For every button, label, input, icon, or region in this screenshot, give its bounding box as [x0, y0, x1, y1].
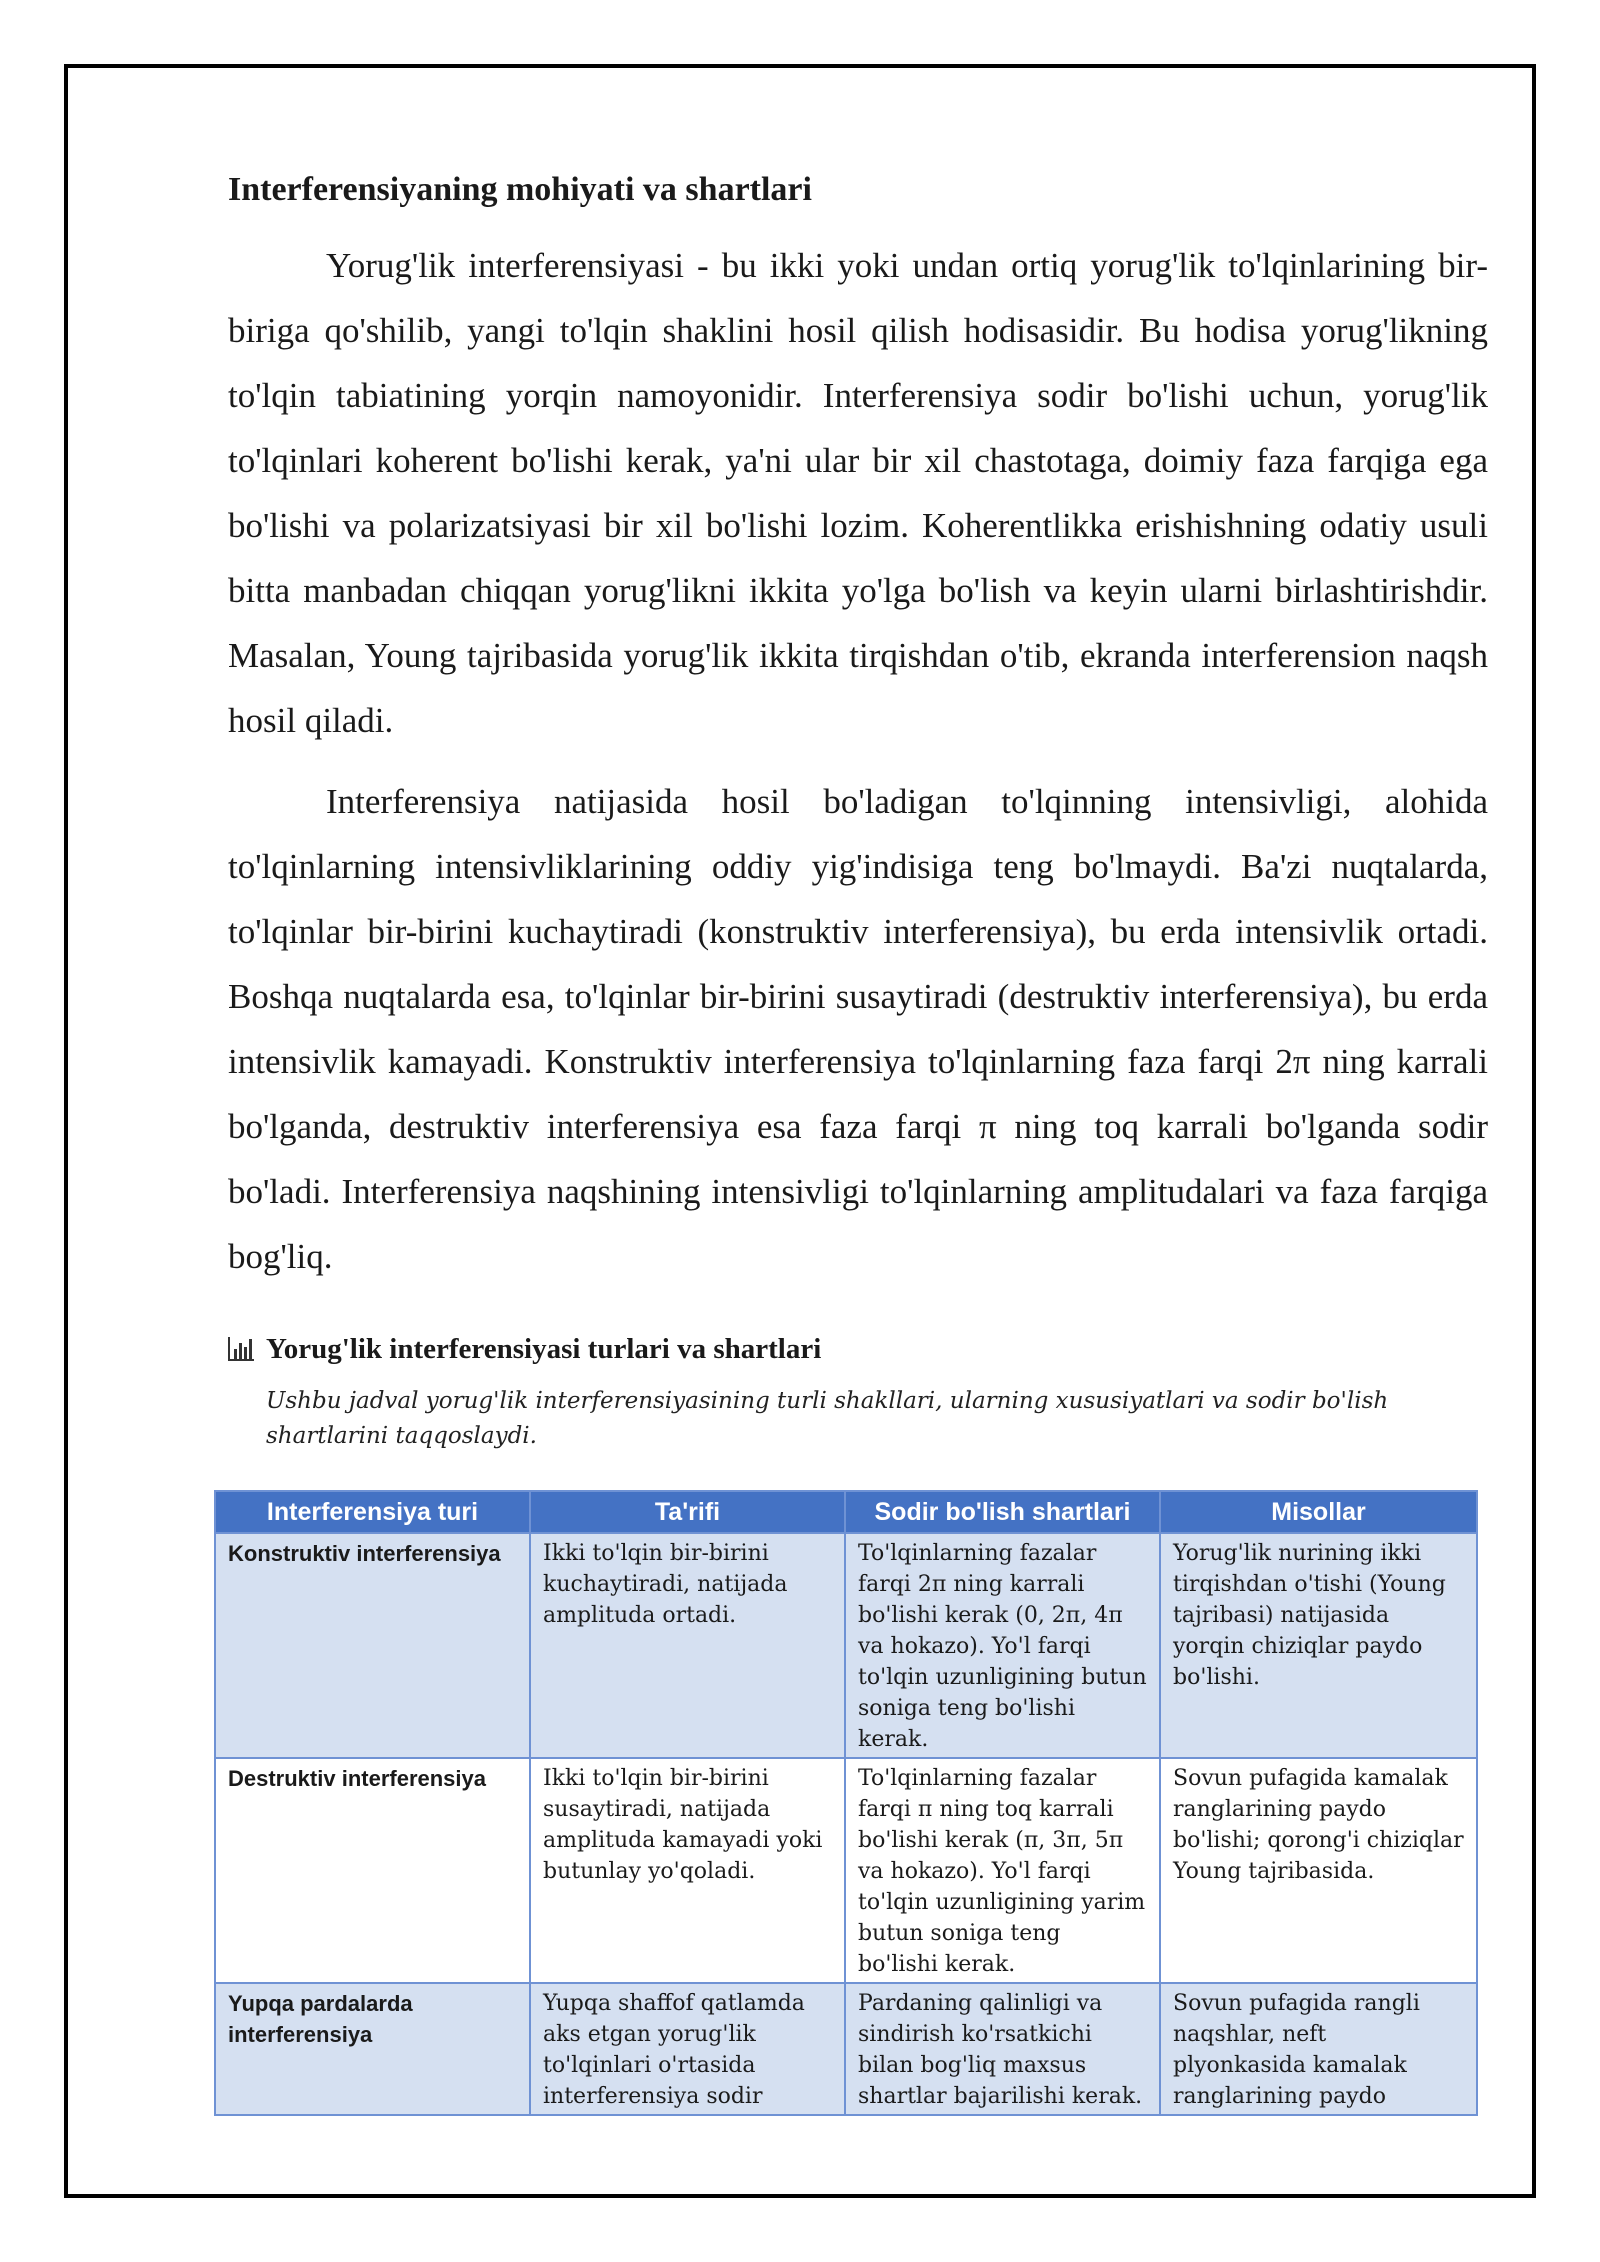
column-header: Ta'rifi [530, 1491, 845, 1533]
column-header: Misollar [1160, 1491, 1477, 1533]
column-header: Interferensiya turi [215, 1491, 530, 1533]
table-title [228, 1333, 1488, 1366]
section-heading: Interferensiyaning mohiyati va shartlari [228, 171, 812, 208]
table-cell: Konstruktiv interferensiya [215, 1533, 530, 1758]
table-cell: Sovun pufagida kamalak ranglarining paydo bo'lishi; qorong'i chiziqlar Young tajribasida. [1160, 1758, 1477, 1983]
table-cell: To'lqinlarning fazalar farqi π ning toq karrali bo'lishi kerak (π, 3π, 5π va hokazo). Yo'l farqi to'lqin uzunligining yarim butun soniga teng bo'lishi kerak. [845, 1758, 1160, 1983]
table-title-text: Yorug'lik interferensiyasi turlari va shartlari [266, 1332, 822, 1365]
table-cell: Sovun pufagida rangli naqshlar, neft plyonkasida kamalak ranglarining paydo [1160, 1983, 1477, 2115]
document-body [228, 170, 1488, 1454]
interference-table [214, 1490, 1478, 2116]
table-cell: Yupqa shaffof qatlamda aks etgan yorug'lik to'lqinlari o'rtasida interferensiya sodir [530, 1983, 845, 2115]
bar-chart-icon [228, 1337, 254, 1361]
table-cell: Pardaning qalinligi va sindirish ko'rsatkichi bilan bog'liq maxsus shartlar bajarilishi kerak. [845, 1983, 1160, 2115]
table-cell: Destruktiv interferensiya [215, 1758, 530, 1983]
table-caption: Ushbu jadval yorug'lik interferensiyasining turli shakllari, ularning xususiyatlari va sodir bo'lish shartlarini taqqoslaydi. [266, 1387, 1389, 1449]
table-header-row [215, 1491, 1477, 1533]
table-row [215, 1758, 1477, 1983]
paragraph-1: Yorug'lik interferensiyasi - bu ikki yoki undan ortiq yorug'lik to'lqinlarining bir-biriga qo'shilib, yangi to'lqin shaklini hosil qilish hodisasidir. Bu hodisa yorug'likning to'lqin tabiatining yorqin namoyonidir. Interferensiya sodir bo'lishi uchun, yorug'lik to'lqinlari koherent bo'lishi kerak, ya'ni ular bir xil chastotaga, doimiy faza farqiga ega bo'lishi va polarizatsiyasi bir xil bo'lishi lozim. Koherentlikka erishishning odatiy usuli bitta manbadan chiqqan yorug'likni ikkita yo'lga bo'lish va keyin ularni birlashtirishdir. Masalan, Young tajribasida yorug'lik ikkita tirqishdan o'tib, ekranda interferension naqsh hosil qiladi. [228, 245, 1488, 740]
table-cell: To'lqinlarning fazalar farqi 2π ning karrali bo'lishi kerak (0, 2π, 4π va hokazo). Yo'l farqi to'lqin uzunligining butun soniga teng bo'lishi kerak. [845, 1533, 1160, 1758]
column-header: Sodir bo'lish shartlari [845, 1491, 1160, 1533]
table-row [215, 1533, 1477, 1758]
table-cell: Yorug'lik nurining ikki tirqishdan o'tishi (Young tajribasi) natijasida yorqin chiziqlar paydo bo'lishi. [1160, 1533, 1477, 1758]
table-cell: Ikki to'lqin bir-birini susaytiradi, natijada amplituda kamayadi yoki butunlay yo'qoladi. [530, 1758, 845, 1983]
table-cell: Yupqa pardalarda interferensiya [215, 1983, 530, 2115]
paragraph-2: Interferensiya natijasida hosil bo'ladigan to'lqinning intensivligi, alohida to'lqinlarning intensivliklarining oddiy yig'indisiga teng bo'lmaydi. Ba'zi nuqtalarda, to'lqinlar bir-birini kuchaytiradi (konstruktiv interferensiya), bu erda intensivlik ortadi. Boshqa nuqtalarda esa, to'lqinlar bir-birini susaytiradi (destruktiv interferensiya), bu erda intensivlik kamayadi. Konstruktiv interferensiya to'lqinlarning faza farqi 2π ning karrali bo'lganda, destruktiv interferensiya esa faza farqi π ning toq karrali bo'lganda sodir bo'ladi. Interferensiya naqshining intensivligi to'lqinlarning amplitudalari va faza farqiga bog'liq. [228, 781, 1488, 1276]
table-cell: Ikki to'lqin bir-birini kuchaytiradi, natijada amplituda ortadi. [530, 1533, 845, 1758]
table-row [215, 1983, 1477, 2115]
